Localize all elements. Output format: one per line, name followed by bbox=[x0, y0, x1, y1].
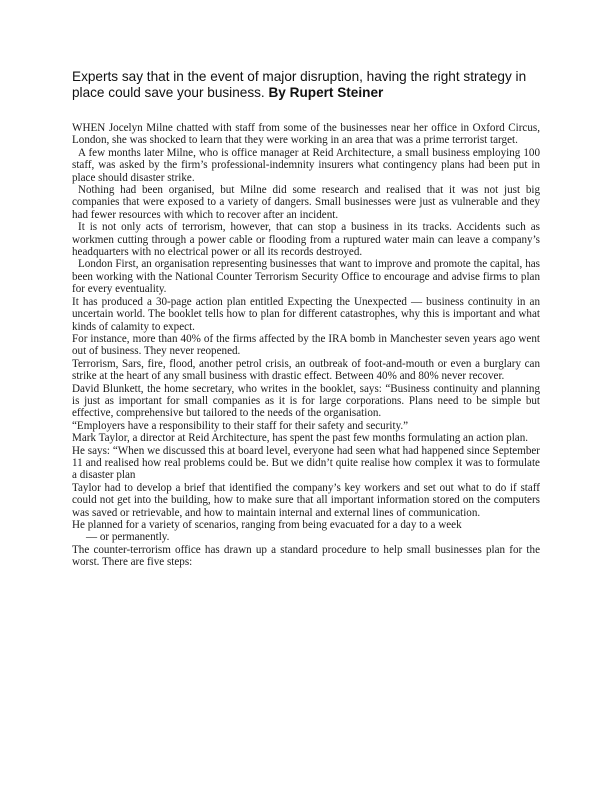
paragraph: For instance, more than 40% of the firms affected by the IRA bomb in Manchester seven years ago went out of business. They never reopened. bbox=[72, 332, 540, 358]
paragraph: The counter-terrorism office has drawn up a standard procedure to help small businesses plan for the worst. There are five steps: bbox=[72, 543, 540, 569]
paragraph: A few months later Milne, who is office manager at Reid Architecture, a small business employing 100 staff, was asked by the firm’s professional-indemnity insurers what contingency plans had been put in place should disaster strike. bbox=[72, 146, 540, 184]
paragraph: It is not only acts of terrorism, however, that can stop a business in its tracks. Accidents such as workmen cutting through a power cable or flooding from a ruptured water main can leave a company’s headquarters with no electrical power or all its records destroyed. bbox=[72, 221, 540, 259]
paragraph: He planned for a variety of scenarios, ranging from being evacuated for a day to a week bbox=[72, 519, 462, 531]
article-byline: By Rupert Steiner bbox=[268, 85, 384, 100]
paragraph: Taylor had to develop a brief that identified the company’s key workers and set out what to do if staff could not get into the building, how to make sure that all important information stored on the computers was saved or retrievable, and how to maintain internal and external lines of communication. bbox=[72, 481, 540, 519]
paragraph: Mark Taylor, a director at Reid Architecture, has spent the past few months formulating an action plan. bbox=[72, 432, 529, 445]
article-body bbox=[72, 122, 540, 569]
paragraph: David Blunkett, the home secretary, who writes in the booklet, says: “Business continuity and planning is just as important for small companies as it is for large corporations. Plans need to be simple but effective, comprehensive but tailored to the needs of the organisation. bbox=[72, 382, 540, 420]
paragraph: Nothing had been organised, but Milne did some research and realised that it was not just big companies that were exposed to a variety of dangers. Small businesses were just as vulnerable and they had fewer resources with which to recover after an incident. bbox=[72, 184, 540, 221]
paragraph: — or permanently. bbox=[86, 531, 170, 544]
article-headline bbox=[72, 69, 552, 101]
paragraph: WHEN Jocelyn Milne chatted with staff from some of the businesses near her office in Oxford Circus, London, she was shocked to learn that they were working in an area that was a prime terrorist target. bbox=[72, 122, 540, 147]
paragraph: He says: “When we discussed this at board level, everyone had seen what had happened since September 11 and realised how real problems could be. But we didn’t quite realise how complex it was to formulate a disaster plan bbox=[72, 444, 540, 482]
paragraph: “Employers have a responsibility to their staff for their safety and security.” bbox=[72, 419, 409, 432]
paragraph: Terrorism, Sars, fire, flood, another petrol crisis, an outbreak of foot-and-mouth or even a burglary can strike at the heart of any small business with drastic effect. Between 40% and 80% never recover. bbox=[72, 357, 540, 383]
headline-text: Experts say that in the event of major disruption, having the right strategy in place could save your business. bbox=[72, 69, 527, 100]
paragraph: London First, an organisation representing businesses that want to improve and promote the capital, has been working with the National Counter Terrorism Security Office to encourage and advise firms to plan for every eventuality. bbox=[72, 258, 540, 296]
paragraph: It has produced a 30-page action plan entitled Expecting the Unexpected — business continuity in an uncertain world. The booklet tells how to plan for different catastrophes, why this is important and what kinds of calamity to expect. bbox=[72, 295, 540, 333]
